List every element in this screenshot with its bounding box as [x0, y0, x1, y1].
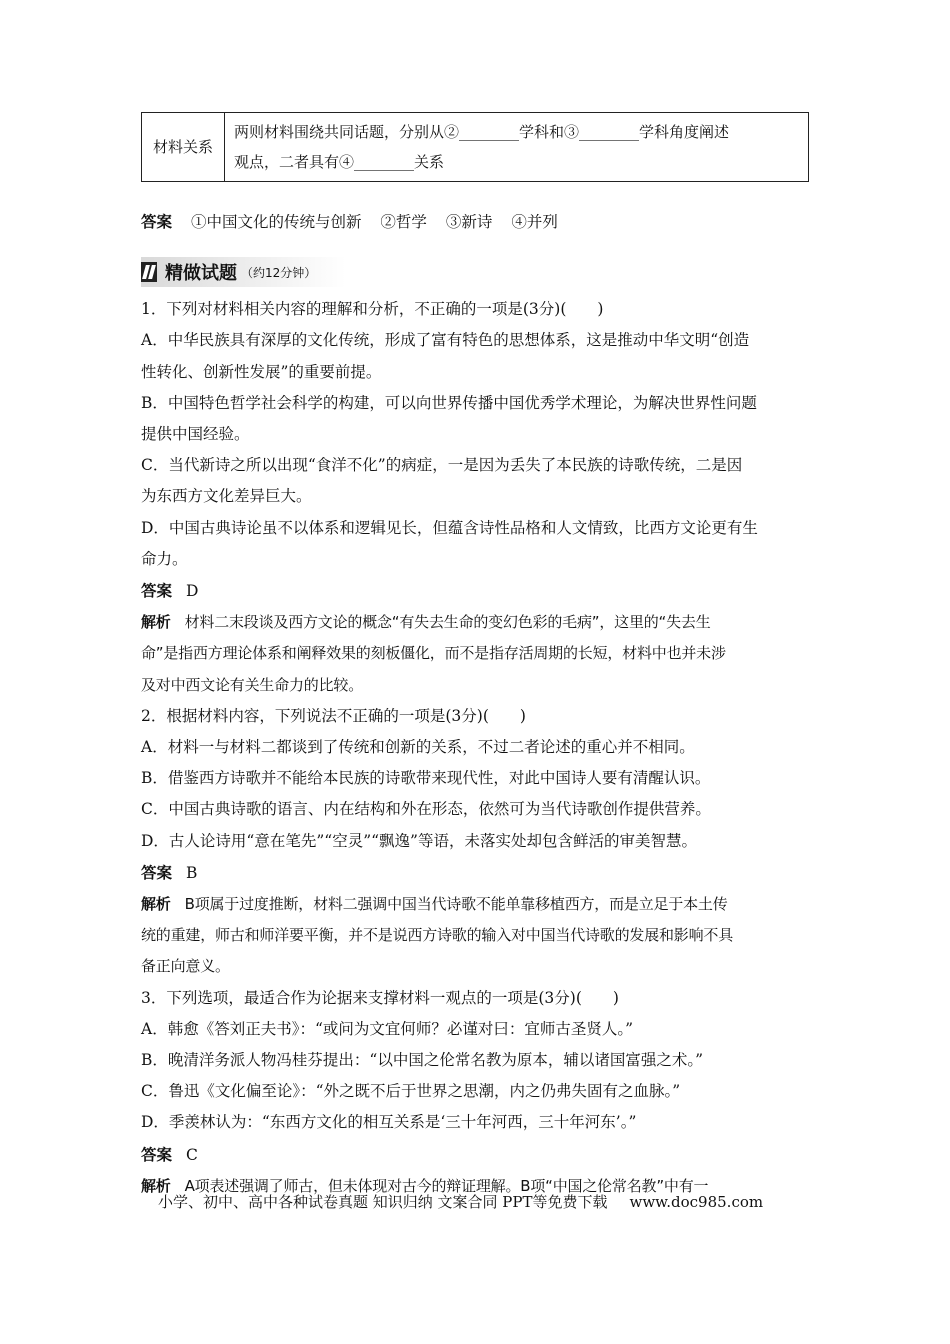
table-label: 材料关系	[142, 113, 225, 182]
q1-answer-label: 答案	[141, 581, 173, 601]
answer-item-1: ①中国文化的传统与创新	[190, 213, 362, 231]
q2-option-d: D．古人论诗用“意在笔先”“空灵”“飘逸”等语，未落实处却包含鲜活的审美智慧。	[141, 831, 697, 850]
q2-analysis-line3: 备正向意义。	[141, 957, 230, 976]
page-footer	[158, 1191, 763, 1212]
q3-analysis-text1: A项表述强调了师古，但未体现对古今的辩证理解。B项“中国之伦常名教”中有一	[184, 1176, 709, 1195]
q1-answer-value: D	[186, 582, 199, 601]
q3-option-a: A．韩愈《答刘正夫书》：“或问为文宜何师？必谨对曰：宜师古圣贤人。”	[141, 1019, 634, 1038]
q2-option-c: C．中国古典诗歌的语言、内在结构和外在形态，依然可为当代诗歌创作提供营养。	[141, 800, 711, 819]
q1-option-d-line2: 命力。	[141, 549, 188, 568]
section-title: 精做试题	[165, 263, 237, 285]
footer-url[interactable]: www.doc985.com	[629, 1193, 764, 1211]
q1-analysis-line3: 及对中西文论有关生命力的比较。	[141, 675, 364, 694]
q2-option-b: B．借鉴西方诗歌并不能给本民族的诗歌带来现代性，对此中国诗人要有清醒认识。	[141, 769, 711, 788]
q1-analysis-line2: 命”是指西方理论体系和阐释效果的刻板僵化，而不是指存活周期的长短，材料中也并未涉	[141, 644, 726, 663]
q2-option-a: A．材料一与材料二都谈到了传统和创新的关系，不过二者论述的重心并不相同。	[141, 738, 695, 757]
q1-answer	[141, 575, 811, 607]
page-content	[141, 112, 811, 1202]
q2-answer-label: 答案	[141, 862, 173, 882]
answer-item-4: ④并列	[511, 213, 558, 231]
q2-stem: 2．根据材料内容，下列说法不正确的一项是(3分)( )	[141, 706, 526, 725]
q3-option-b: B．晚清洋务派人物冯桂芬提出：“以中国之伦常名教为原本，辅以诸国富强之术。”	[141, 1051, 703, 1070]
q2-analysis-line1	[141, 889, 811, 920]
q1-option-c-line1: C．当代新诗之所以出现“食洋不化”的病症，一是因为丢失了本民族的诗歌传统，二是因	[141, 456, 743, 475]
section-banner	[141, 257, 346, 287]
q2-analysis-text1: B项属于过度推断，材料二强调中国当代诗歌不能单靠移植西方，而是立足于本土传	[184, 895, 728, 914]
q1-option-c-line2: 为东西方文化差异巨大。	[141, 487, 312, 506]
section-bookmark-icon	[141, 262, 157, 282]
answer-item-3: ③新诗	[445, 213, 493, 231]
section-subtitle: （约12分钟）	[241, 265, 317, 280]
q3-answer-label: 答案	[141, 1144, 173, 1164]
q1-option-a-line1: A．中华民族具有深厚的文化传统，形成了富有特色的思想体系，这是推动中华文明“创造	[141, 331, 750, 350]
section-header	[141, 260, 811, 284]
q1-analysis-text1: 材料二末段谈及西方文论的概念“有失去生命的变幻色彩的毛病”，这里的“失去生	[184, 613, 711, 632]
table-line-1: 两则材料围绕共同话题，分别从②________学科和③________学科角度阐述	[234, 123, 730, 141]
q3-analysis-label: 解析	[141, 1176, 171, 1195]
q2-analysis-label: 解析	[141, 895, 171, 914]
q3-answer	[141, 1139, 811, 1171]
answer-label: 答案	[141, 212, 173, 231]
q2-answer-value: B	[186, 863, 198, 882]
q1-analysis-label: 解析	[141, 613, 171, 632]
q3-answer-value: C	[186, 1145, 198, 1164]
q1-option-a-line2: 性转化、创新性发展”的重要前提。	[141, 362, 382, 381]
top-answer	[141, 206, 811, 238]
q1-stem: 1．下列对材料相关内容的理解和分析，不正确的一项是(3分)( )	[141, 300, 604, 319]
q1-analysis-line1	[141, 607, 811, 638]
answer-item-2: ②哲学	[380, 213, 427, 231]
q1-option-b-line2: 提供中国经验。	[141, 425, 250, 444]
q2-answer	[141, 857, 811, 889]
q3-option-d: D．季羡林认为：“东西方文化的相互关系是‘三十年河西，三十年河东’。”	[141, 1113, 637, 1132]
q1-option-b-line1: B．中国特色哲学社会科学的构建，可以向世界传播中国优秀学术理论，为解决世界性问题	[141, 393, 757, 412]
q2-analysis-line2: 统的重建，师古和师洋要平衡，并不是说西方诗歌的输入对中国当代诗歌的发展和影响不具	[141, 926, 734, 945]
table-line-2: 观点，二者具有④________关系	[234, 153, 445, 171]
material-relation-table	[141, 112, 809, 182]
footer-text: 小学、初中、高中各种试卷真题 知识归纳 文案合同 PPT等免费下载	[158, 1193, 608, 1211]
table-content	[225, 113, 809, 182]
q3-option-c: C．鲁迅《文化偏至论》：“外之既不后于世界之思潮，内之仍弗失固有之血脉。”	[141, 1082, 681, 1101]
q1-option-d-line1: D．中国古典诗论虽不以体系和逻辑见长，但蕴含诗性品格和人文情致，比西方文论更有生	[141, 518, 758, 537]
q3-stem: 3．下列选项，最适合作为论据来支撑材料一观点的一项是(3分)( )	[141, 988, 619, 1007]
